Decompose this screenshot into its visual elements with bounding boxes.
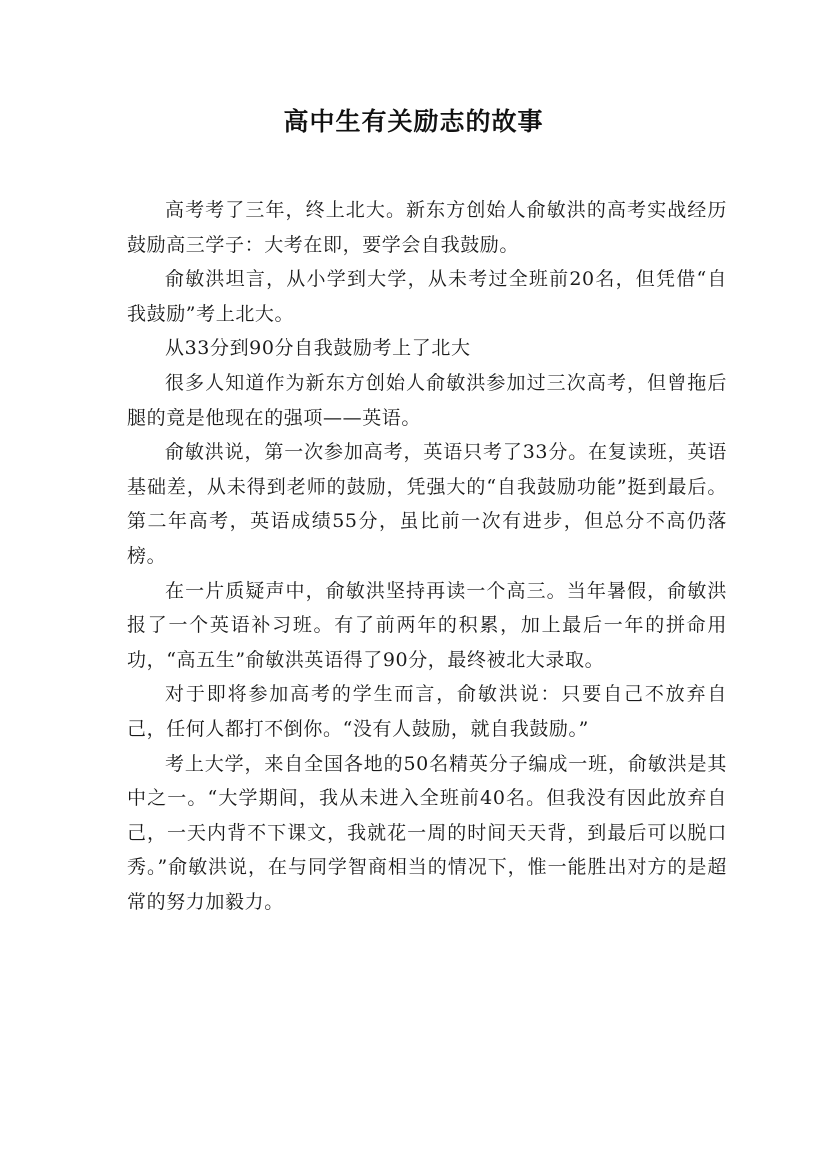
section-heading: 从33分到90分自我鼓励考上了北大: [165, 337, 471, 360]
paragraph: 在一片质疑声中，俞敏洪坚持再读一个高三。当年暑假，俞敏洪报了一个英语补习班。有了前两年的积累，加上最后一年的拼命用功，“高五生”俞敏洪英语得了90分，最终被北大录取。: [127, 579, 727, 671]
paragraph: 考上大学，来自全国各地的50名精英分子编成一班，俞敏洪是其中之一。“大学期间，我从未进入全班前40名。但我没有因此放弃自己，一天内背不下课文，我就花一周的时间天天背，到最后可以脱口秀。”俞敏洪说，在与同学智商相当的情况下，惟一能胜出对方的是超常的努力加毅力。: [127, 752, 727, 913]
paragraph: 俞敏洪坦言，从小学到大学，从未考过全班前20名，但凭借“自我鼓励”考上北大。: [127, 268, 727, 325]
paragraph: 俞敏洪说，第一次参加高考，英语只考了33分。在复读班，英语基础差，从未得到老师的鼓励，凭强大的“自我鼓励功能”挺到最后。第二年高考，英语成绩55分，虽比前一次有进步，但总分不高仍落榜。: [127, 441, 727, 567]
page-title: 高中生有关励志的故事: [283, 107, 544, 136]
document-body: [127, 193, 727, 919]
paragraph: 很多人知道作为新东方创始人俞敏洪参加过三次高考，但曾拖后腿的竟是他现在的强项——英语。: [127, 371, 727, 429]
paragraph: 对于即将参加高考的学生而言，俞敏洪说：只要自己不放弃自己，任何人都打不倒你。“没有人鼓励，就自我鼓励。”: [127, 683, 727, 740]
paragraph: 高考考了三年，终上北大。新东方创始人俞敏洪的高考实战经历鼓励高三学子：大考在即，要学会自我鼓励。: [127, 199, 727, 256]
